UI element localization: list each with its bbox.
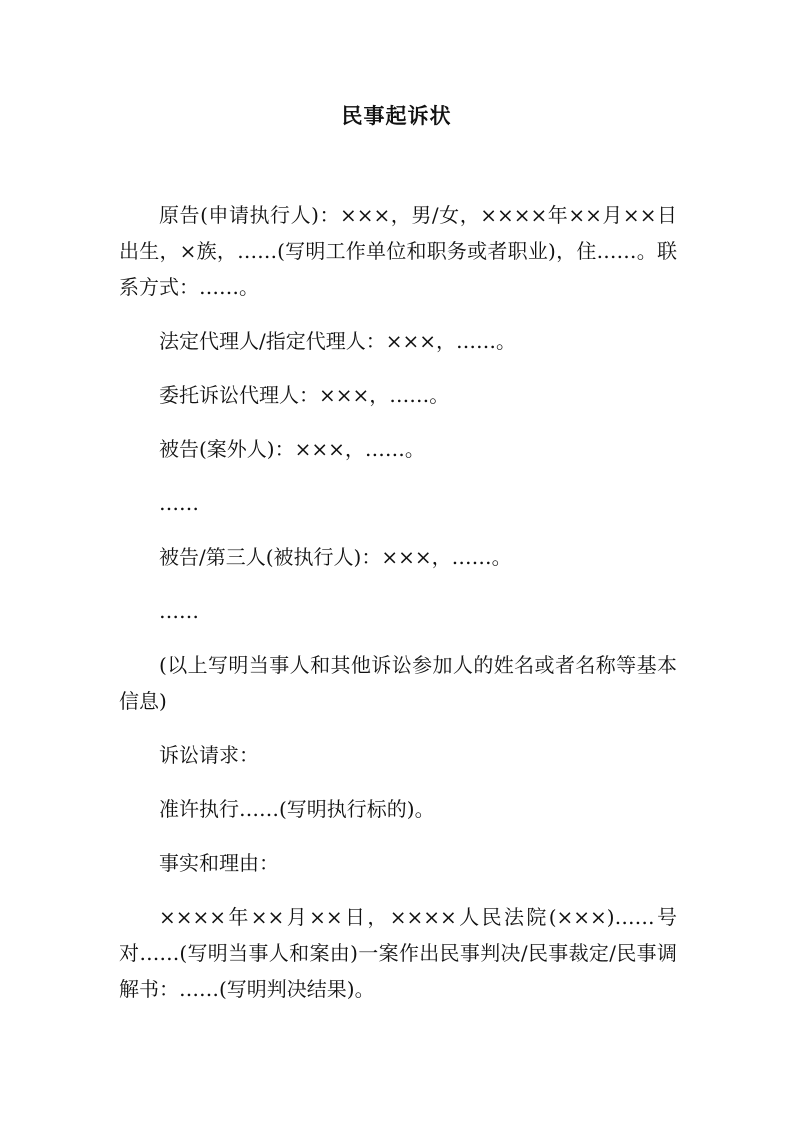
paragraph-party-note: (以上写明当事人和其他诉讼参加人的姓名或者名称等基本信息) — [119, 653, 677, 713]
paragraph-claims-heading: 诉讼请求： — [159, 743, 259, 767]
paragraph-entrusted-agent: 委托诉讼代理人：×××，……。 — [159, 383, 450, 407]
paragraph-legal-representative: 法定代理人/指定代理人：×××，……。 — [159, 329, 517, 353]
paragraph-ellipsis: …… — [159, 491, 199, 515]
paragraph-plaintiff: 原告(申请执行人)：×××，男/女，××××年××月××日出生，×族，……(写明工作单位和职务或者职业)，住……。联系方式：……。 — [119, 203, 677, 299]
paragraph-facts-heading: 事实和理由： — [159, 851, 279, 875]
document-body — [119, 197, 677, 1025]
paragraph-claim: 准许执行……(写明执行标的)。 — [159, 797, 435, 821]
paragraph-facts: ××××年××月××日，××××人民法院(×××)……号对……(写明当事人和案由)一案作出民事判决/民事裁定/民事调解书：……(写明判决结果)。 — [119, 905, 677, 1001]
paragraph-third-party: 被告/第三人(被执行人)：×××，……。 — [159, 545, 512, 569]
paragraph-defendant: 被告(案外人)：×××，……。 — [159, 437, 425, 461]
paragraph-ellipsis: …… — [159, 599, 199, 623]
document-title: 民事起诉状 — [341, 104, 452, 128]
